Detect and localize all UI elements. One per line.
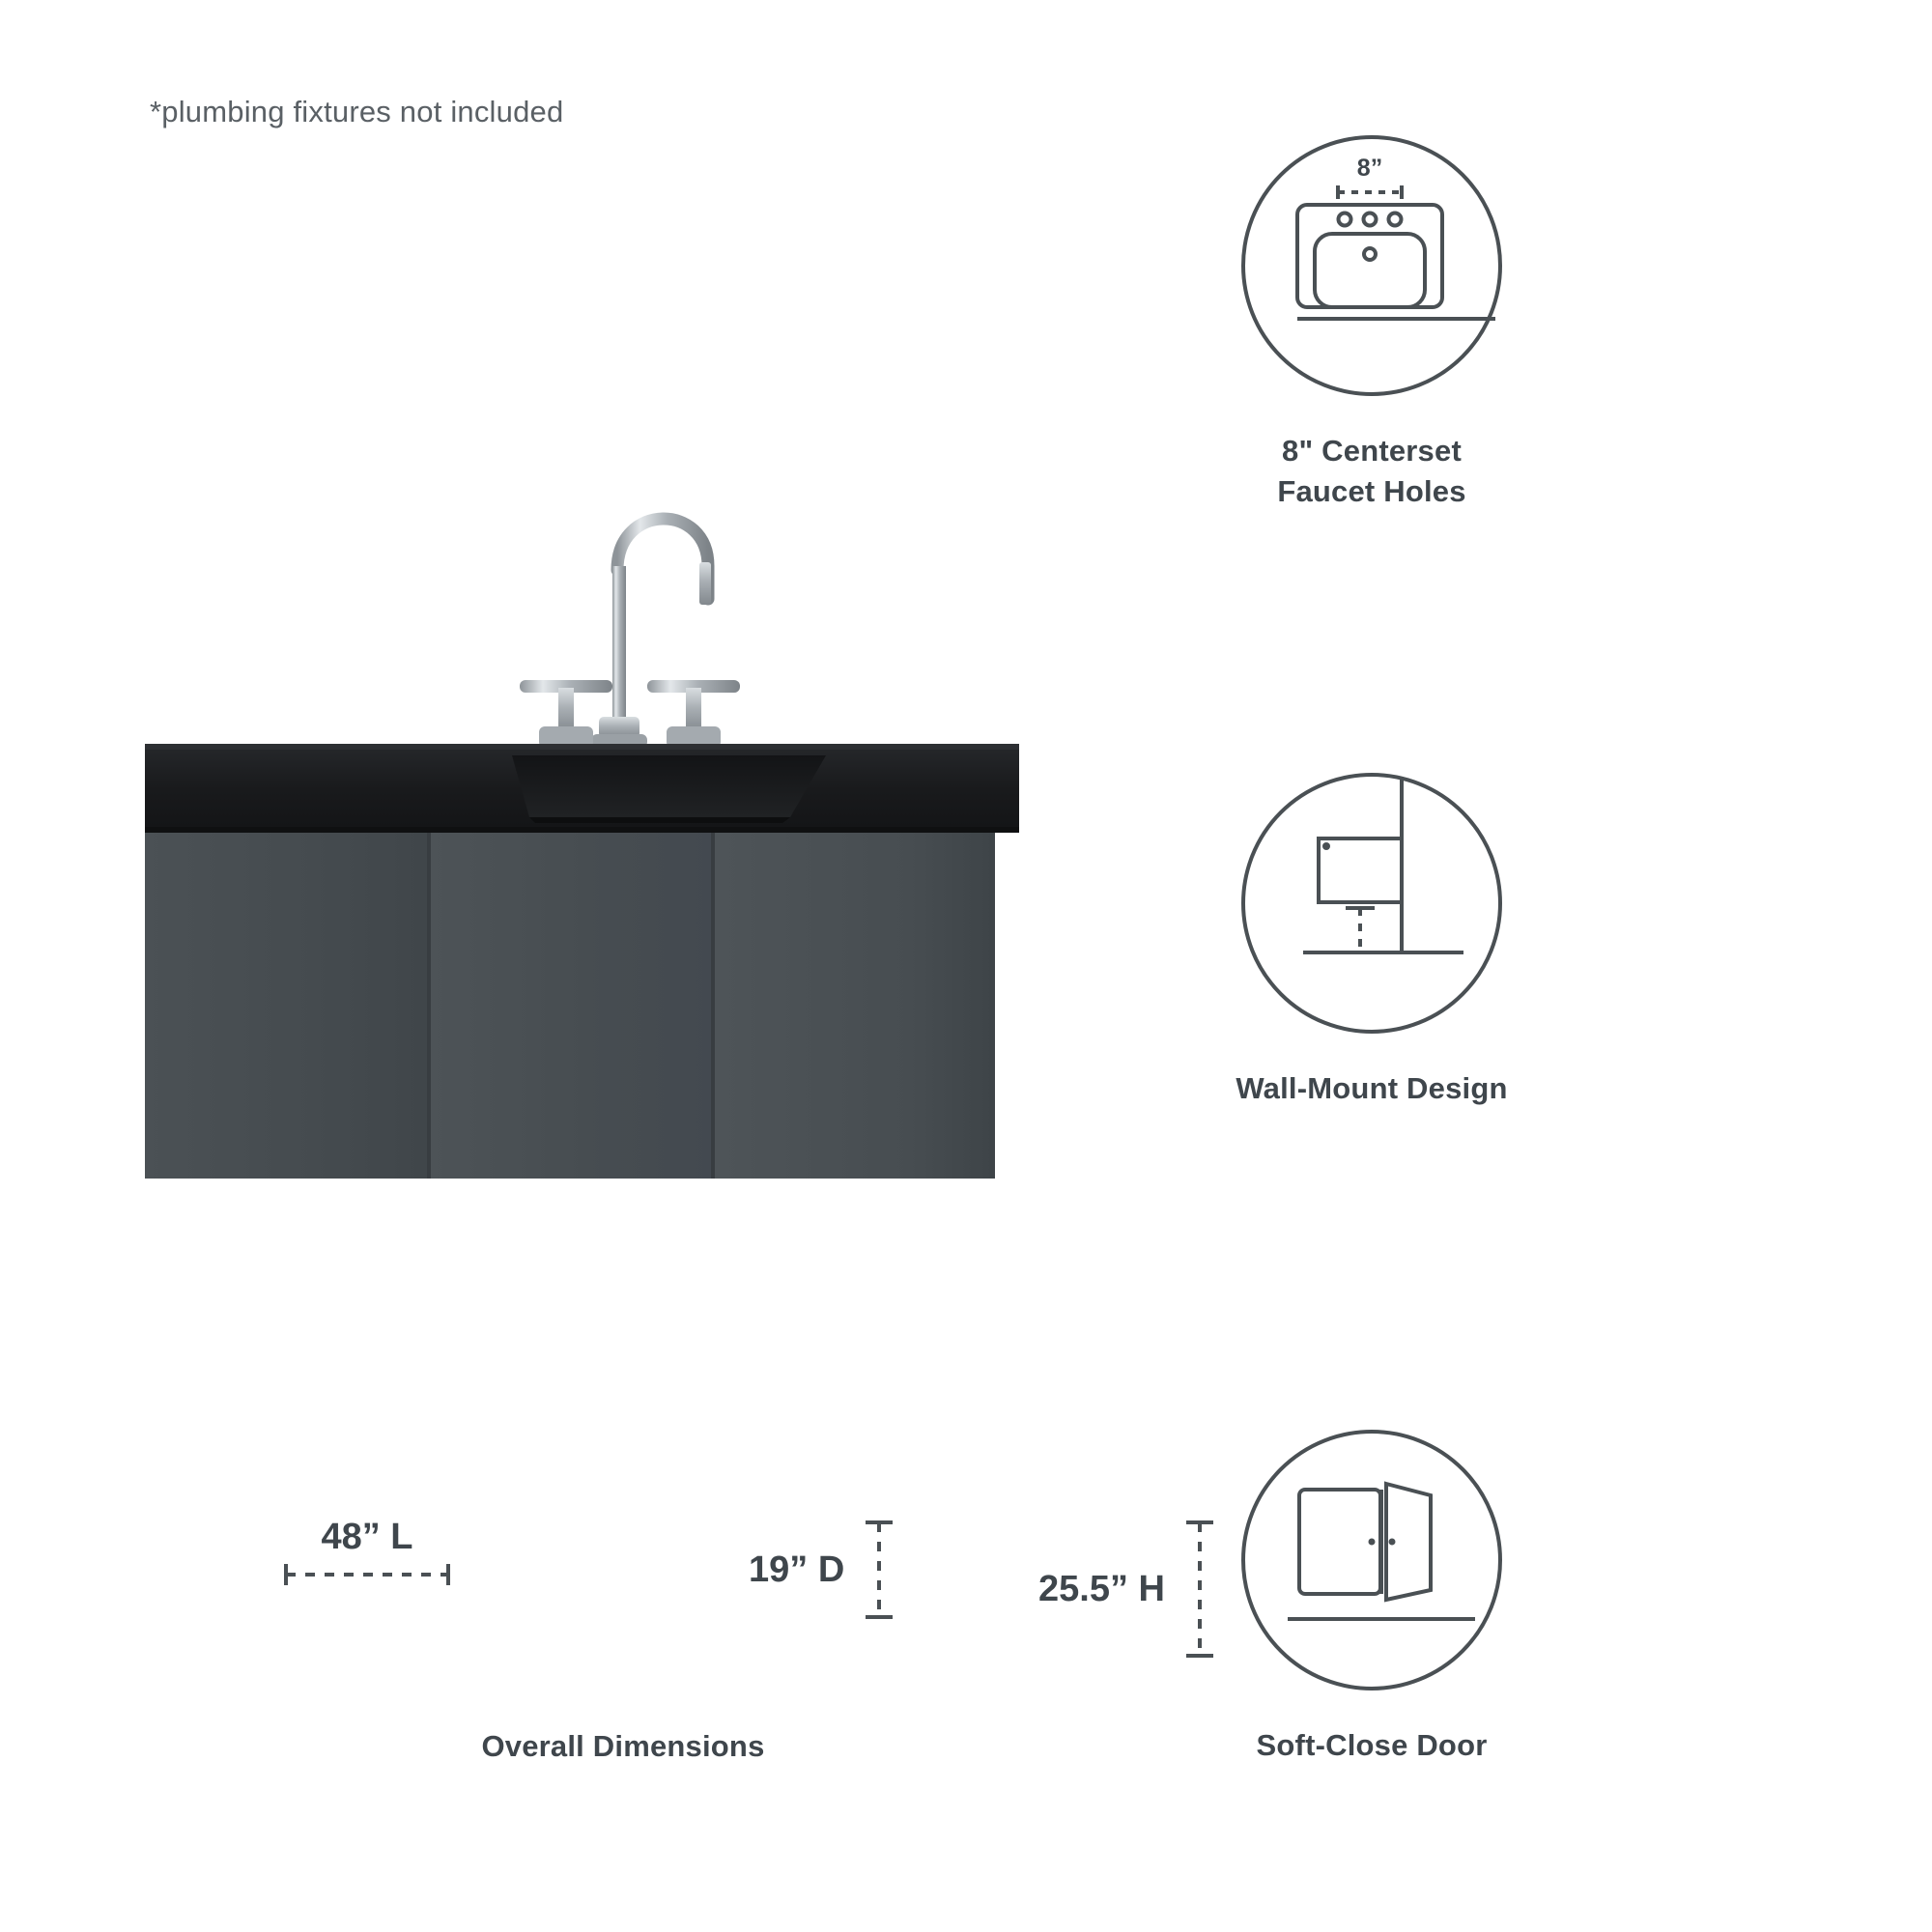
icon-holder <box>1121 763 1623 1043</box>
soft-close-door-icon <box>1232 1420 1512 1700</box>
icon-holder <box>1121 126 1623 406</box>
cabinet <box>145 833 995 1179</box>
dimension-height <box>1038 1517 1221 1662</box>
sink-faucet-holes-icon <box>1232 126 1512 406</box>
disclaimer-note: *plumbing fixtures not included <box>150 95 564 128</box>
height-arrow-graphic <box>1179 1517 1221 1662</box>
faucet-hole-spacing-label: 8” <box>1356 155 1383 182</box>
countertop <box>145 744 1019 833</box>
feature-caption <box>1121 1725 1623 1766</box>
length-arrow-graphic <box>280 1558 454 1591</box>
feature-caption-line1: Soft-Close Door <box>1256 1728 1488 1762</box>
dimensions-caption: Overall Dimensions <box>481 1729 765 1763</box>
feature-caption-line1: Wall-Mount Design <box>1236 1071 1508 1105</box>
feature-caption <box>1121 1068 1623 1109</box>
dimension-depth <box>749 1517 900 1623</box>
faucet-graphic <box>520 519 740 748</box>
wall-mount-icon <box>1232 763 1512 1043</box>
feature-caption-line2: Faucet Holes <box>1277 473 1466 508</box>
dimension-length-label: 48” L <box>321 1517 413 1557</box>
dimension-height-label: 25.5” H <box>1038 1568 1165 1609</box>
feature-faucet-holes <box>1121 126 1623 512</box>
dimensions-block <box>222 1507 1165 1652</box>
dimension-length <box>280 1517 454 1591</box>
feature-caption <box>1121 431 1623 512</box>
feature-caption-line1: 8" Centerset <box>1282 434 1462 468</box>
dimension-depth-label: 19” D <box>749 1548 845 1590</box>
depth-arrow-graphic <box>858 1517 900 1623</box>
feature-wall-mount <box>1121 763 1623 1109</box>
vanity-illustration <box>145 444 1121 1179</box>
